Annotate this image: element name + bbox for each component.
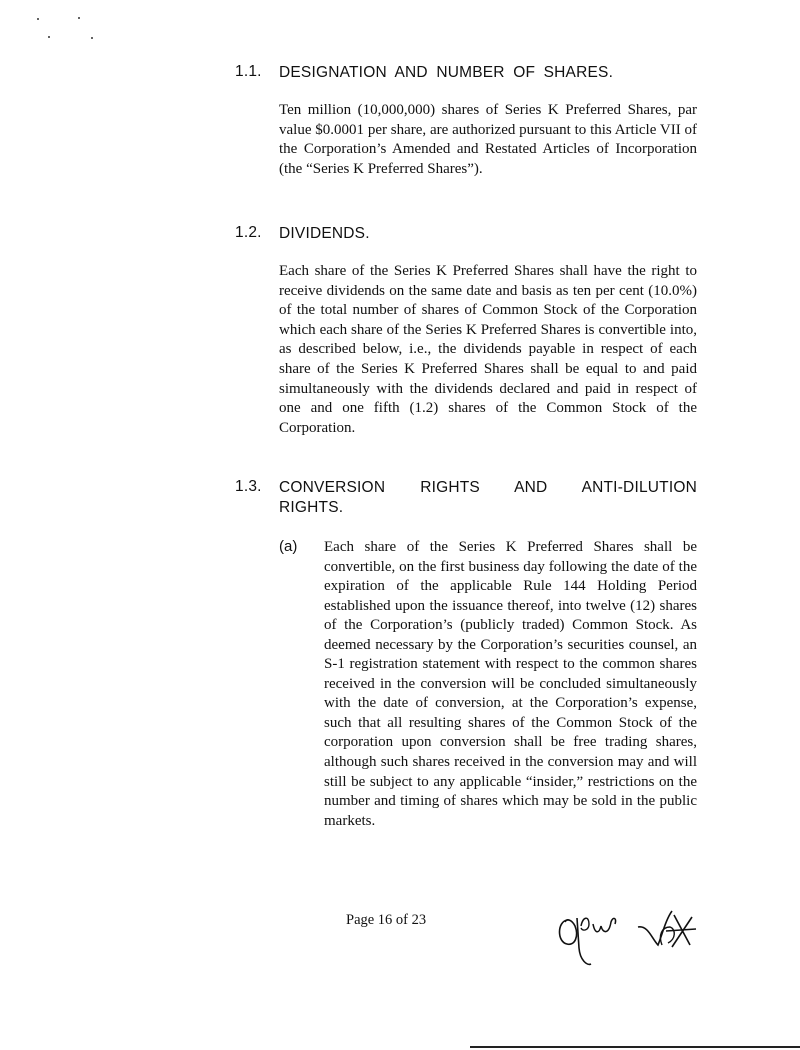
section-title: DIVIDENDS. [279,225,370,242]
section-heading-1-3 [235,478,705,520]
section-number: 1.2. [235,224,262,241]
page-number: Page 16 of 23 [346,912,427,928]
handwritten-initials-1 [553,908,623,970]
subsection-body: Each share of the Series K Preferred Shares shall be convertible, on the first business day following the date of the expiration of the applicable Rule 144 Holding Period established upon the issuance thereof, into twelve (12) shares of the Corporation’s (publicly traded) Common Stock. As deemed necessary by the Corporation’s securities counsel, an S-1 registration statement with respect to the common shares received in the conversion will be concluded simultaneously with the date of conversion, at the Corporation’s expense, such that all resulting shares of the Common Stock of the corporation upon conversion shall be free trading shares, although such shares received in the conversion may and will still be subject to any applicable “insider,” restrictions on the number and timing of shares which may be sold in the public markets. [324,539,697,829]
subsection-label: (a) [279,538,298,555]
section-title: DESIGNATION AND NUMBER OF SHARES. [279,64,614,81]
section-body-1-2: Each share of the Series K Preferred Shares shall have the right to receive dividends on the same date and basis as ten per cent (10.0%) of the total number of shares of Common Stock of the Corporation which each share of the Series K Preferred Shares is convertible into, as described below, i.e., the dividends payable in respect of each share of the Series K Preferred Shares shall be equal to and paid simultaneously with the dividends declared and paid in respect of one and one fifth (1.2) shares of the Common Stock of the Corporation. [279,263,697,436]
bottom-edge-line [470,1046,800,1048]
section-number: 1.1. [235,63,262,80]
section-title-line-2: RIGHTS. [279,499,344,516]
section-body-1-1: Ten million (10,000,000) shares of Series K Preferred Shares, par value $0.0001 per share, are authorized pursuant to this Article VII of the Corporation’s Amended and Restated Articles of Incorporation (the “Series K Preferred Shares”). [279,102,697,177]
handwritten-initials-2 [636,905,698,955]
section-number: 1.3. [235,478,262,495]
section-title-line-1: CONVERSION RIGHTS AND ANTI-DILUTION [279,479,697,496]
